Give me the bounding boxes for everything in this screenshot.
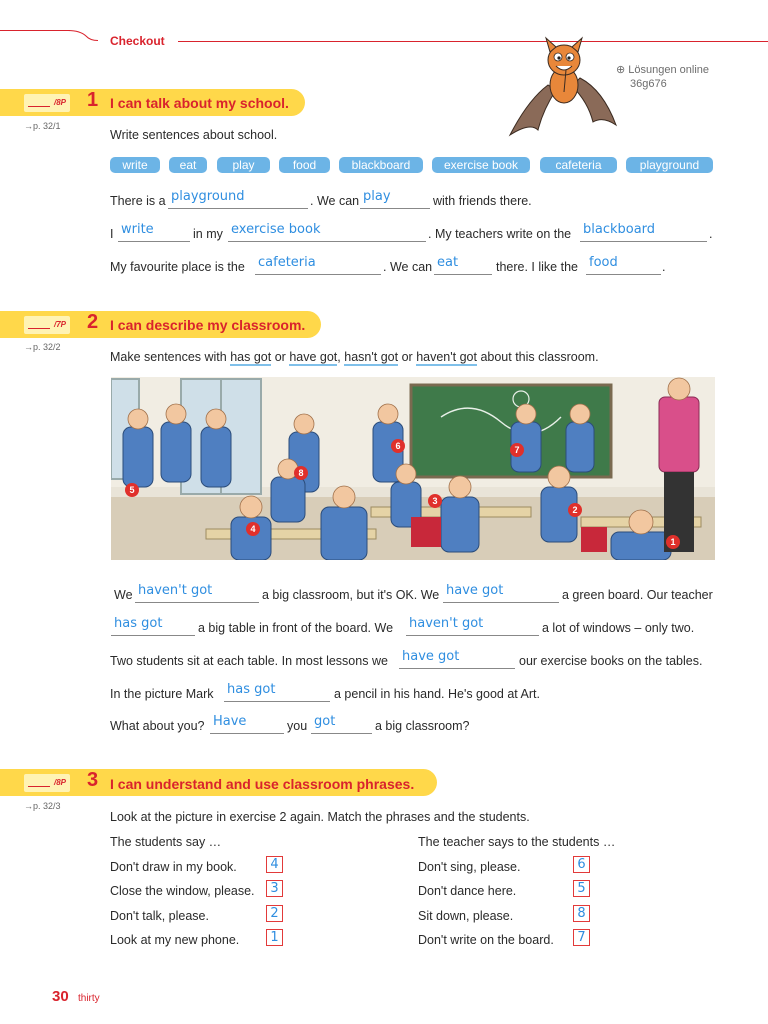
answer-blank[interactable] (580, 222, 707, 242)
picture-number: 5 (129, 485, 135, 495)
left-heading: The students say … (110, 835, 222, 849)
answer-blank[interactable] (135, 583, 259, 603)
answer-text: has got (227, 682, 276, 697)
keyword-have-got: have got (289, 350, 338, 364)
section-3-number: 3 (87, 769, 99, 791)
match-box[interactable]: 6 (573, 856, 590, 873)
word-chip-food: food (279, 157, 330, 173)
section-1-ref: →p. 32/1 (24, 121, 61, 131)
page-number-word: thirty (78, 993, 100, 1004)
keyword-has-got: has got (230, 350, 272, 364)
sentence-text: . My teachers write on the (428, 227, 572, 241)
phrase-left: Don't talk, please. (110, 909, 209, 923)
picture-number: 3 (432, 496, 438, 506)
section-1-instruction: Write sentences about school. (110, 128, 278, 142)
picture-number: 2 (572, 505, 578, 515)
word-chip-playground: playground (626, 157, 713, 173)
header-rule-left (0, 30, 70, 31)
sentence-text: Two students sit at each table. In most lessons we (110, 654, 388, 668)
section-1-score: /8P (53, 98, 66, 107)
sentence-text: . We can (310, 194, 360, 208)
section-2-ref: →p. 32/2 (24, 342, 61, 352)
phrase-right: Don't dance here. (418, 884, 517, 898)
answer-blank[interactable] (406, 616, 539, 636)
section-1-score-box (24, 94, 70, 112)
keyword-hasnt-got: hasn't got (344, 350, 399, 364)
word-chip-play: play (217, 157, 270, 173)
phrase-left: Look at my new phone. (110, 933, 240, 947)
match-box[interactable]: 4 (266, 856, 283, 873)
answer-blank[interactable] (360, 189, 430, 209)
answer-blank[interactable] (168, 189, 308, 209)
picture-number: 4 (250, 524, 256, 534)
section-1-title: I can talk about my school. (110, 95, 289, 111)
answer-text: playground (171, 189, 245, 204)
answer-text: play (363, 189, 391, 204)
sentence-text: . (662, 260, 666, 274)
online-code: 36g676 (630, 78, 667, 90)
sentence-text: In the picture Mark (110, 687, 214, 701)
phrase-right: Don't sing, please. (418, 860, 521, 874)
picture-number: 6 (395, 441, 401, 451)
answer-blank[interactable] (210, 714, 284, 734)
sentence-text: . We can (383, 260, 433, 274)
match-box[interactable]: 2 (266, 905, 283, 922)
classroom-illustration (111, 377, 715, 560)
online-solutions (616, 63, 709, 91)
match-box[interactable]: 8 (573, 905, 590, 922)
answer-blank[interactable] (228, 222, 426, 242)
answer-blank[interactable] (586, 255, 661, 275)
section-2-title: I can describe my classroom. (110, 317, 306, 333)
answer-text: got (314, 714, 336, 729)
section-3-score-box (24, 774, 70, 792)
answer-blank[interactable] (311, 714, 372, 734)
answer-blank[interactable] (399, 649, 515, 669)
right-heading: The teacher says to the students … (418, 835, 616, 849)
answer-blank[interactable] (255, 255, 381, 275)
picture-number: 7 (514, 445, 520, 455)
sentence-text: our exercise books on the tables. (519, 654, 703, 668)
sentence-text: in my (193, 227, 223, 241)
sentence-text: a lot of windows – only two. (542, 621, 695, 635)
sentence-text: with friends there. (433, 194, 532, 208)
answer-text: has got (114, 616, 163, 631)
sentence-text: a big table in front of the board. We (198, 621, 394, 635)
answer-text: cafeteria (258, 255, 316, 270)
sentence-text: a pencil in his hand. He's good at Art. (334, 687, 540, 701)
answer-text: blackboard (583, 222, 656, 237)
sentence-text: We (114, 588, 133, 602)
sentence-text: a big classroom, but it's OK. We (262, 588, 440, 602)
phrase-right: Don't write on the board. (418, 933, 554, 947)
header-rule-curve (68, 30, 98, 41)
phrase-right: Sit down, please. (418, 909, 514, 923)
picture-number: 1 (670, 537, 676, 547)
page-number: 30 (52, 988, 69, 1005)
keyword-havent-got: haven't got (416, 350, 477, 364)
answer-text: have got (402, 649, 460, 664)
match-box[interactable]: 1 (266, 929, 283, 946)
sentence-text: a green board. Our teacher (562, 588, 713, 602)
section-1-number: 1 (87, 89, 99, 111)
section-3-ref: →p. 32/3 (24, 801, 61, 811)
section-2-score-box (24, 316, 70, 334)
answer-text: food (589, 255, 618, 270)
word-chip-write: write (110, 157, 160, 173)
word-chip-eat: eat (169, 157, 207, 173)
globe-icon: ⊕ (616, 64, 626, 76)
sentence-text: a big classroom? (375, 719, 470, 733)
picture-number: 8 (298, 468, 304, 478)
section-2-score: /7P (53, 320, 66, 329)
answer-text: write (121, 222, 154, 237)
section-2-number: 2 (87, 311, 99, 333)
answer-text: have got (446, 583, 504, 598)
page-title: Checkout (110, 34, 165, 48)
answer-blank[interactable] (434, 255, 492, 275)
word-chip-cafeteria: cafeteria (540, 157, 617, 173)
answer-text: Have (213, 714, 247, 729)
header-rule-right (178, 41, 768, 42)
sentence-text: you (287, 719, 308, 733)
answer-blank[interactable] (111, 616, 195, 636)
phrase-left: Don't draw in my book. (110, 860, 237, 874)
section-2-instruction: Make sentences with has got or have got, hasn't got or haven't got about this classroom. (110, 350, 599, 364)
answer-text: eat (437, 255, 459, 270)
section-3-score: /8P (53, 778, 66, 787)
word-chip-blackboard: blackboard (339, 157, 423, 173)
answer-blank[interactable] (443, 583, 559, 603)
match-box[interactable]: 3 (266, 880, 283, 897)
sentence-text: there. I like the (496, 260, 578, 274)
answer-blank[interactable] (118, 222, 190, 242)
sentence-text: . (709, 227, 713, 241)
sentence-text: There is a (110, 194, 166, 208)
sentence-text: What about you? (110, 719, 205, 733)
online-label: Lösungen online (628, 64, 710, 76)
answer-blank[interactable] (224, 682, 330, 702)
match-box[interactable]: 7 (573, 929, 590, 946)
answer-text: exercise book (231, 222, 321, 237)
answer-text: haven't got (409, 616, 484, 631)
bat-mascot-illustration (508, 30, 618, 140)
section-3-instruction: Look at the picture in exercise 2 again. Match the phrases and the students. (110, 810, 530, 824)
sentence-text: My favourite place is the (110, 260, 245, 274)
phrase-left: Close the window, please. (110, 884, 255, 898)
answer-text: haven't got (138, 583, 213, 598)
sentence-text: I (110, 227, 114, 241)
word-chip-exercise-book: exercise book (432, 157, 530, 173)
section-3-title: I can understand and use classroom phrases. (110, 776, 415, 792)
match-box[interactable]: 5 (573, 880, 590, 897)
